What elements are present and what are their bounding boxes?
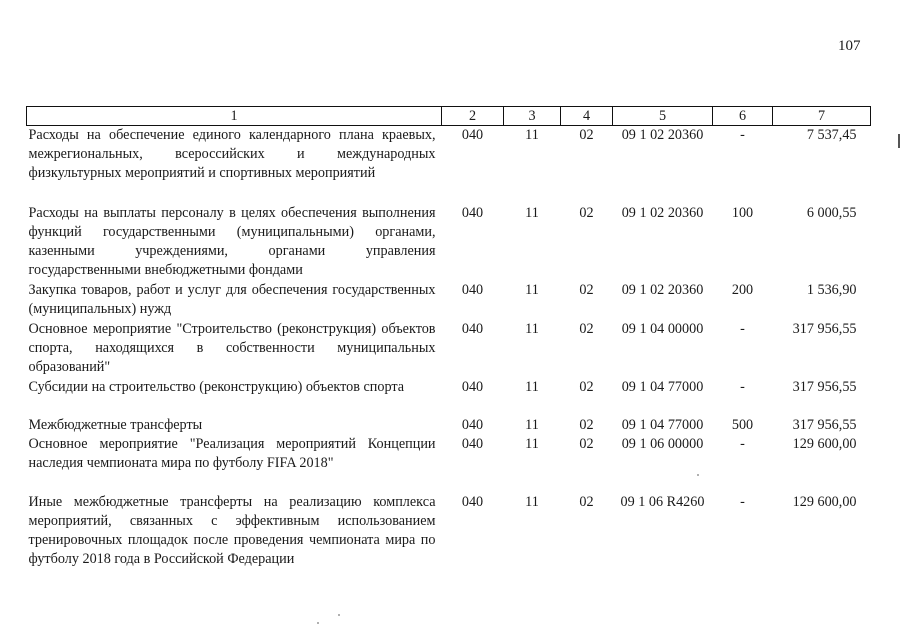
expense-type-cell: -: [740, 379, 745, 395]
target-article-cell: 09 1 02 20360: [621, 282, 704, 298]
column-header: 2: [442, 107, 504, 126]
code-cell: 040: [461, 205, 484, 221]
code-cell: 040: [461, 282, 484, 298]
section-cell: 11: [525, 436, 539, 452]
expense-type-cell: 500: [731, 417, 754, 433]
page-number: 107: [838, 38, 861, 54]
section-cell: 11: [525, 494, 539, 510]
code-cell: 040: [461, 321, 484, 337]
scan-speck: [697, 474, 699, 476]
expense-type-cell: -: [740, 436, 745, 452]
column-header: 3: [504, 107, 561, 126]
amount-cell: 6 000,55: [806, 205, 857, 221]
section-cell: 11: [525, 205, 539, 221]
code-cell: 040: [461, 494, 484, 510]
table-row: [27, 320, 871, 378]
row-name: Субсидии на строительство (реконструкцию) объектов спорта: [28, 379, 405, 395]
code-cell: 040: [461, 436, 484, 452]
target-article-cell: 09 1 06 R4260: [620, 494, 705, 510]
section-cell: 11: [525, 127, 539, 143]
row-name: Основное мероприятие "Реализация мероприятий Концепции наследия чемпионата мира по футболу FIFA 2018": [28, 436, 436, 471]
row-name: Межбюджетные трансферты: [28, 417, 203, 433]
target-article-cell: 09 1 04 77000: [621, 417, 704, 433]
table-row: [27, 281, 871, 320]
amount-cell: 317 956,55: [792, 379, 857, 395]
expense-type-cell: 200: [731, 282, 754, 298]
scan-speck: [338, 614, 340, 616]
row-name: Расходы на выплаты персоналу в целях обеспечения выполнения функций государственными (муниципальными) органами, казенными учреждениями, органами управления государственными внебюджетными фондами: [28, 205, 436, 278]
subsection-cell: 02: [579, 494, 594, 510]
column-header: 4: [561, 107, 613, 126]
code-cell: 040: [461, 417, 484, 433]
row-name: Основное мероприятие "Строительство (реконструкция) объектов спорта, находящихся в собственности муниципальных образований": [28, 321, 436, 375]
subsection-cell: 02: [579, 205, 594, 221]
expense-type-cell: -: [740, 321, 745, 337]
code-cell: 040: [461, 379, 484, 395]
code-cell: 040: [461, 127, 484, 143]
target-article-cell: 09 1 02 20360: [621, 205, 704, 221]
section-cell: 11: [525, 282, 539, 298]
amount-cell: 1 536,90: [806, 282, 857, 298]
table-row: [27, 378, 871, 416]
section-cell: 11: [525, 321, 539, 337]
subsection-cell: 02: [579, 379, 594, 395]
scan-edge-mark: [898, 134, 900, 148]
column-header: 7: [773, 107, 871, 126]
subsection-cell: 02: [579, 321, 594, 337]
subsection-cell: 02: [579, 127, 594, 143]
target-article-cell: 09 1 04 77000: [621, 379, 704, 395]
amount-cell: 7 537,45: [806, 127, 857, 143]
target-article-cell: 09 1 06 00000: [621, 436, 704, 452]
expense-type-cell: -: [740, 494, 745, 510]
budget-table: [26, 106, 871, 571]
scan-speck: [317, 622, 319, 624]
expense-type-cell: -: [740, 127, 745, 143]
table-row: [27, 435, 871, 493]
amount-cell: 129 600,00: [792, 494, 857, 510]
amount-cell: 129 600,00: [792, 436, 857, 452]
target-article-cell: 09 1 02 20360: [621, 127, 704, 143]
column-header: 1: [27, 107, 442, 126]
target-article-cell: 09 1 04 00000: [621, 321, 704, 337]
subsection-cell: 02: [579, 436, 594, 452]
header-row: [27, 107, 871, 126]
subsection-cell: 02: [579, 282, 594, 298]
expense-type-cell: 100: [731, 205, 754, 221]
table-row: [27, 126, 871, 205]
section-cell: 11: [525, 379, 539, 395]
table-row: [27, 204, 871, 281]
subsection-cell: 02: [579, 417, 594, 433]
column-header: 6: [713, 107, 773, 126]
section-cell: 11: [525, 417, 539, 433]
table-row: [27, 416, 871, 435]
row-name: Иные межбюджетные трансферты на реализацию комплекса мероприятий, связанных с эффективным использованием тренировочных площадок после проведения чемпионата мира по футболу 2018 года в Российской Федерации: [28, 494, 436, 567]
column-header: 5: [613, 107, 713, 126]
amount-cell: 317 956,55: [792, 321, 857, 337]
amount-cell: 317 956,55: [792, 417, 857, 433]
table-row: [27, 493, 871, 571]
row-name: Расходы на обеспечение единого календарного плана краевых, межрегиональных, всероссийских и международных физкультурных мероприятий и спортивных мероприятий: [28, 127, 436, 181]
row-name: Закупка товаров, работ и услуг для обеспечения государственных (муниципальных) нужд: [28, 282, 436, 317]
